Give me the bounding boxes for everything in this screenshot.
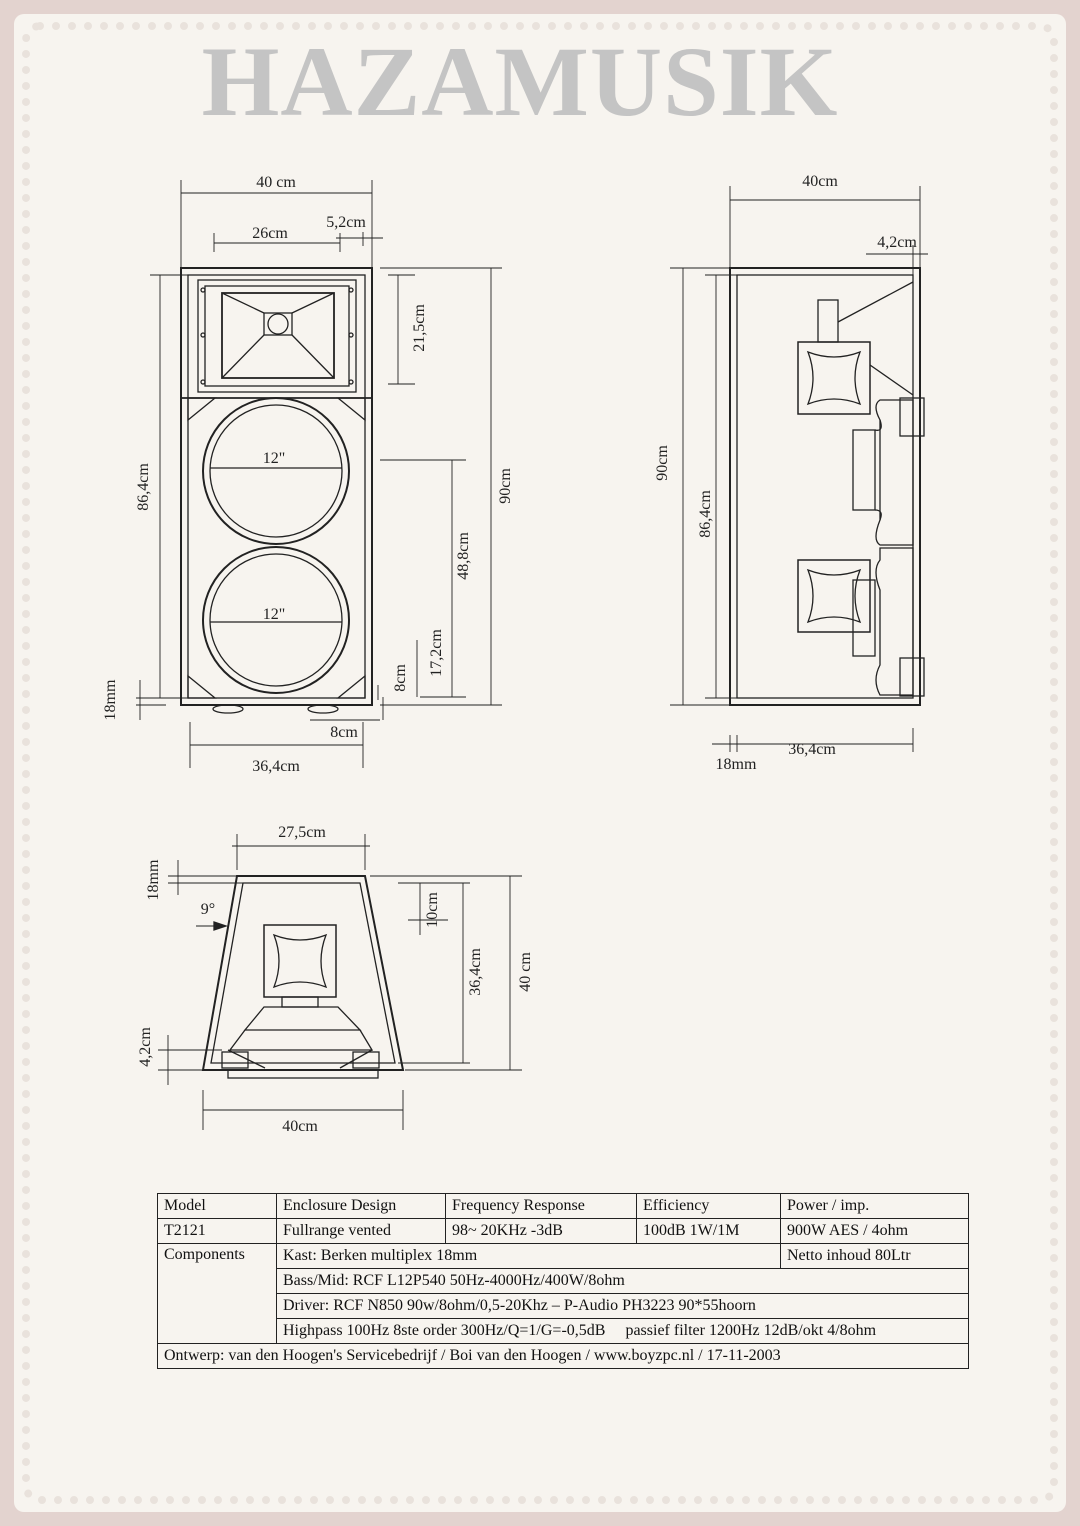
dim-height-total: 90cm [497,468,514,504]
value-footer: Ontwerp: van den Hoogen's Servicebedrijf / Boi van den Hoogen / www.boyzpc.nl / 17-11-2003 [158,1344,969,1369]
top-view [137,824,534,1135]
side-view [654,173,928,773]
dim-side-offset: 5,2cm [326,214,366,231]
spec-footer-row [158,1344,969,1369]
dim-horn-width: 26cm [252,225,288,242]
page-title: HAZAMUSIK [201,26,839,137]
dim-depth: 40cm [802,173,838,190]
spec-header-row [158,1194,969,1219]
dim-top-depth: 40 cm [517,952,534,992]
spec-table [157,1193,969,1369]
components-label: Components [158,1244,277,1344]
woofer-1 [203,398,349,544]
side-cabinet [730,268,920,705]
dim-back-width: 27,5cm [278,824,326,841]
dim-side-height-inner: 86,4cm [697,490,714,538]
dim-side-panel: 18mm [715,756,757,773]
value-bass: Bass/Mid: RCF L12P540 50Hz-4000Hz/400W/8ohm [277,1269,969,1294]
value-driver: Driver: RCF N850 90w/8ohm/0,5-20Khz – P-Audio PH3223 90*55hoorn [277,1294,969,1319]
label-woofer-1: 12" [262,450,286,467]
header-efficiency: Efficiency [637,1194,781,1219]
value-efficiency: 100dB 1W/1M [637,1219,781,1244]
dim-side-height-total: 90cm [654,445,671,481]
spec-value-row [158,1219,969,1244]
front-cabinet-inner [188,275,365,698]
front-view [102,174,514,775]
value-enclosure: Fullrange vented [277,1219,446,1244]
spec-highpass-row [158,1319,969,1344]
dim-port-offset: 8cm [392,664,409,692]
dim-height-inner: 86,4cm [135,463,152,511]
header-model: Model [158,1194,277,1219]
dim-bottom-thickness: 18mm [102,679,119,721]
value-frequency: 98~ 20KHz -3dB [446,1219,637,1244]
dim-width-inner: 36,4cm [252,758,300,775]
spec-bass-row [158,1269,969,1294]
dim-top-panel: 18mm [145,859,162,901]
dim-front-width: 40cm [282,1118,318,1135]
dim-width-outer: 40 cm [256,174,296,191]
dim-front-thickness: 4,2cm [137,1027,154,1067]
dim-front-offset: 10cm [424,892,441,928]
header-frequency: Frequency Response [446,1194,637,1219]
value-netto: Netto inhoud 80Ltr [781,1244,969,1269]
dim-angle: 9° [200,901,216,918]
top-cabinet [200,876,403,1070]
value-model: T2121 [158,1219,277,1244]
dim-port-height: 17,2cm [428,629,445,677]
spec-driver-row [158,1294,969,1319]
header-power: Power / imp. [781,1194,969,1219]
dim-back-offset: 4,2cm [877,234,917,251]
label-woofer-2: 12" [262,606,286,623]
value-highpass: Highpass 100Hz 8ste order 300Hz/Q=1/G=-0,5dB passief filter 1200Hz 12dB/okt 4/8ohm [277,1319,969,1344]
value-power: 900W AES / 4ohm [781,1219,969,1244]
dim-foot: 8cm [330,724,358,741]
dim-woofer-spacing: 48,8cm [455,532,472,580]
dim-horn-height: 21,5cm [411,304,428,352]
dim-depth-inner: 36,4cm [788,741,836,758]
spec-kast-row [158,1244,969,1269]
value-kast: Kast: Berken multiplex 18mm [277,1244,781,1269]
header-enclosure: Enclosure Design [277,1194,446,1219]
dim-inner-depth: 36,4cm [467,948,484,996]
